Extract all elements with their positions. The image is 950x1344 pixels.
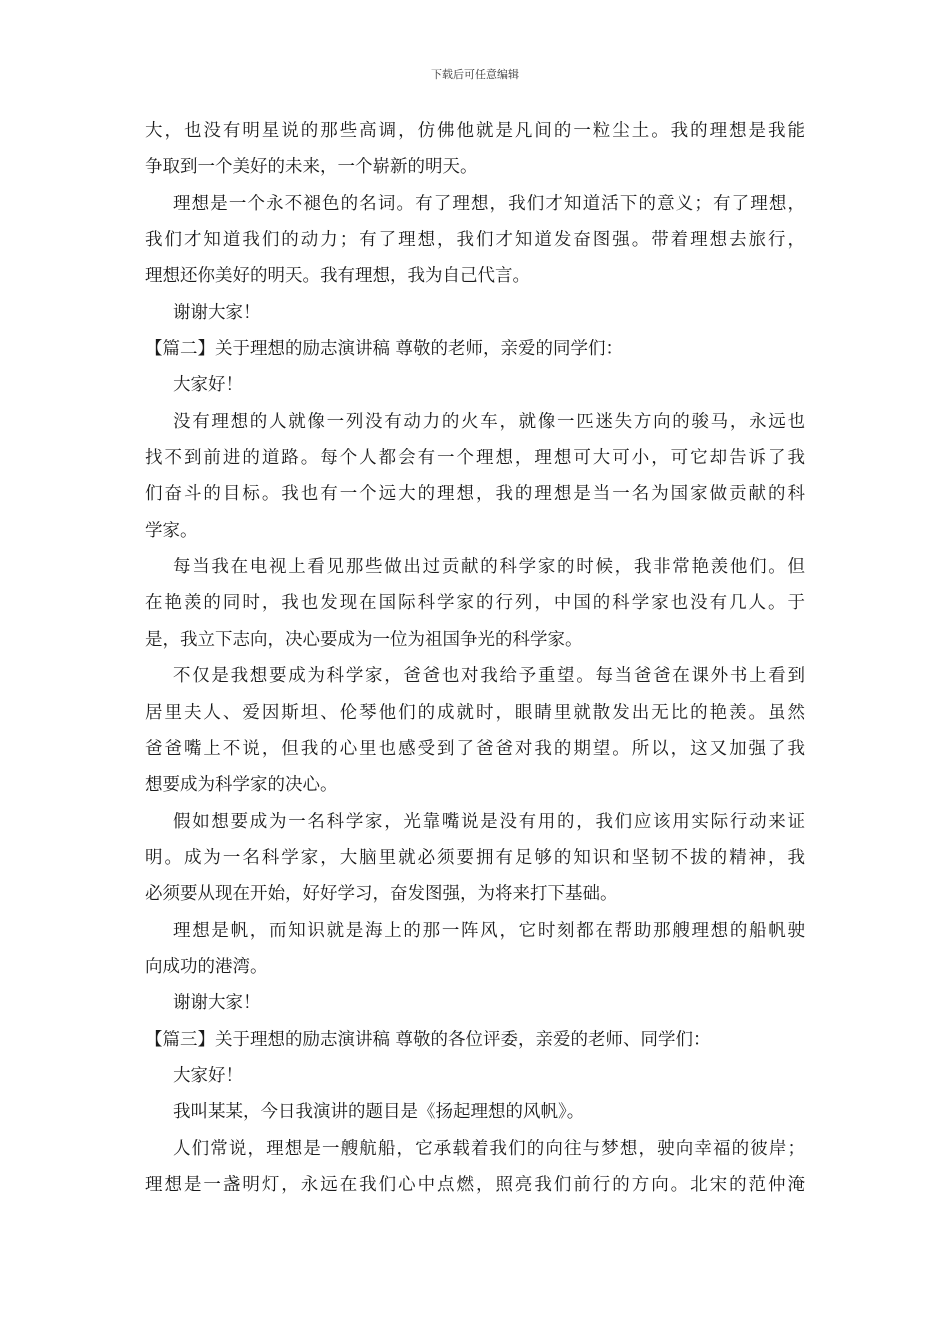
text-line: 【篇二】关于理想的励志演讲稿 尊敬的老师，亲爱的同学们：	[145, 339, 624, 360]
text-line: 争取到一个美好的未来，一个崭新的明天。	[145, 157, 478, 178]
text-line: 们奋斗的目标。我也有一个远大的理想，我的理想是当一名为国家做贡献的科	[145, 484, 805, 505]
text-line: 找不到前进的道路。每个人都会有一个理想，理想可大可小，可它却告诉了我	[145, 448, 805, 469]
text-line: 想要成为科学家的决心。	[145, 775, 338, 796]
text-line: 谢谢大家！	[173, 302, 261, 323]
text-line: 大家好！	[173, 375, 243, 396]
text-line: 明。成为一名科学家，大脑里就必须要拥有足够的知识和坚韧不拔的精神，我	[145, 847, 805, 868]
text-line: 我叫某某，今日我演讲的题目是《扬起理想的风帆》。	[173, 1102, 585, 1123]
text-line: 爸爸嘴上不说，但我的心里也感受到了爸爸对我的期望。所以，这又加强了我	[145, 738, 805, 759]
text-line: 理想是帆，而知识就是海上的那一阵风，它时刻都在帮助那艘理想的船帆驶	[173, 920, 805, 941]
text-line: 人们常说，理想是一艘航船，它承载着我们的向往与梦想，驶向幸福的彼岸；	[173, 1138, 805, 1159]
text-line: 理想是一个永不褪色的名词。有了理想，我们才知道活下的意义；有了理想，	[173, 193, 805, 214]
text-line: 是，我立下志向，决心要成为一位为祖国争光的科学家。	[145, 629, 583, 650]
text-line: 没有理想的人就像一列没有动力的火车，就像一匹迷失方向的骏马，永远也	[173, 411, 805, 432]
text-line: 我们才知道我们的动力；有了理想，我们才知道发奋图强。带着理想去旅行，	[145, 230, 805, 251]
text-line: 【篇三】关于理想的励志演讲稿 尊敬的各位评委，亲爱的老师、同学们：	[145, 1029, 711, 1050]
text-line: 在艳羡的同时，我也发现在国际科学家的行列，中国的科学家也没有几人。于	[145, 593, 805, 614]
text-line: 学家。	[145, 520, 198, 541]
text-line: 谢谢大家！	[173, 993, 261, 1014]
text-line: 必须要从现在开始，好好学习，奋发图强，为将来打下基础。	[145, 884, 618, 905]
page-header: 下载后可任意编辑	[431, 68, 519, 81]
text-line: 每当我在电视上看见那些做出过贡献的科学家的时候，我非常艳羡他们。但	[173, 557, 805, 578]
text-line: 向成功的港湾。	[145, 956, 268, 977]
text-line: 假如想要成为一名科学家，光靠嘴说是没有用的，我们应该用实际行动来证	[173, 811, 805, 832]
document-body	[145, 113, 805, 1203]
text-line: 大家好！	[173, 1065, 243, 1086]
text-line: 理想是一盏明灯，永远在我们心中点燃，照亮我们前行的方向。北宋的范仲淹	[145, 1174, 805, 1195]
text-line: 居里夫人、爱因斯坦、伦琴他们的成就时，眼睛里就散发出无比的艳羡。虽然	[145, 702, 805, 723]
text-line: 大，也没有明星说的那些高调，仿佛他就是凡间的一粒尘土。我的理想是我能	[145, 121, 805, 141]
text-line: 理想还你美好的明天。我有理想，我为自己代言。	[145, 266, 530, 287]
text-line: 不仅是我想要成为科学家，爸爸也对我给予重望。每当爸爸在课外书上看到	[173, 666, 805, 687]
